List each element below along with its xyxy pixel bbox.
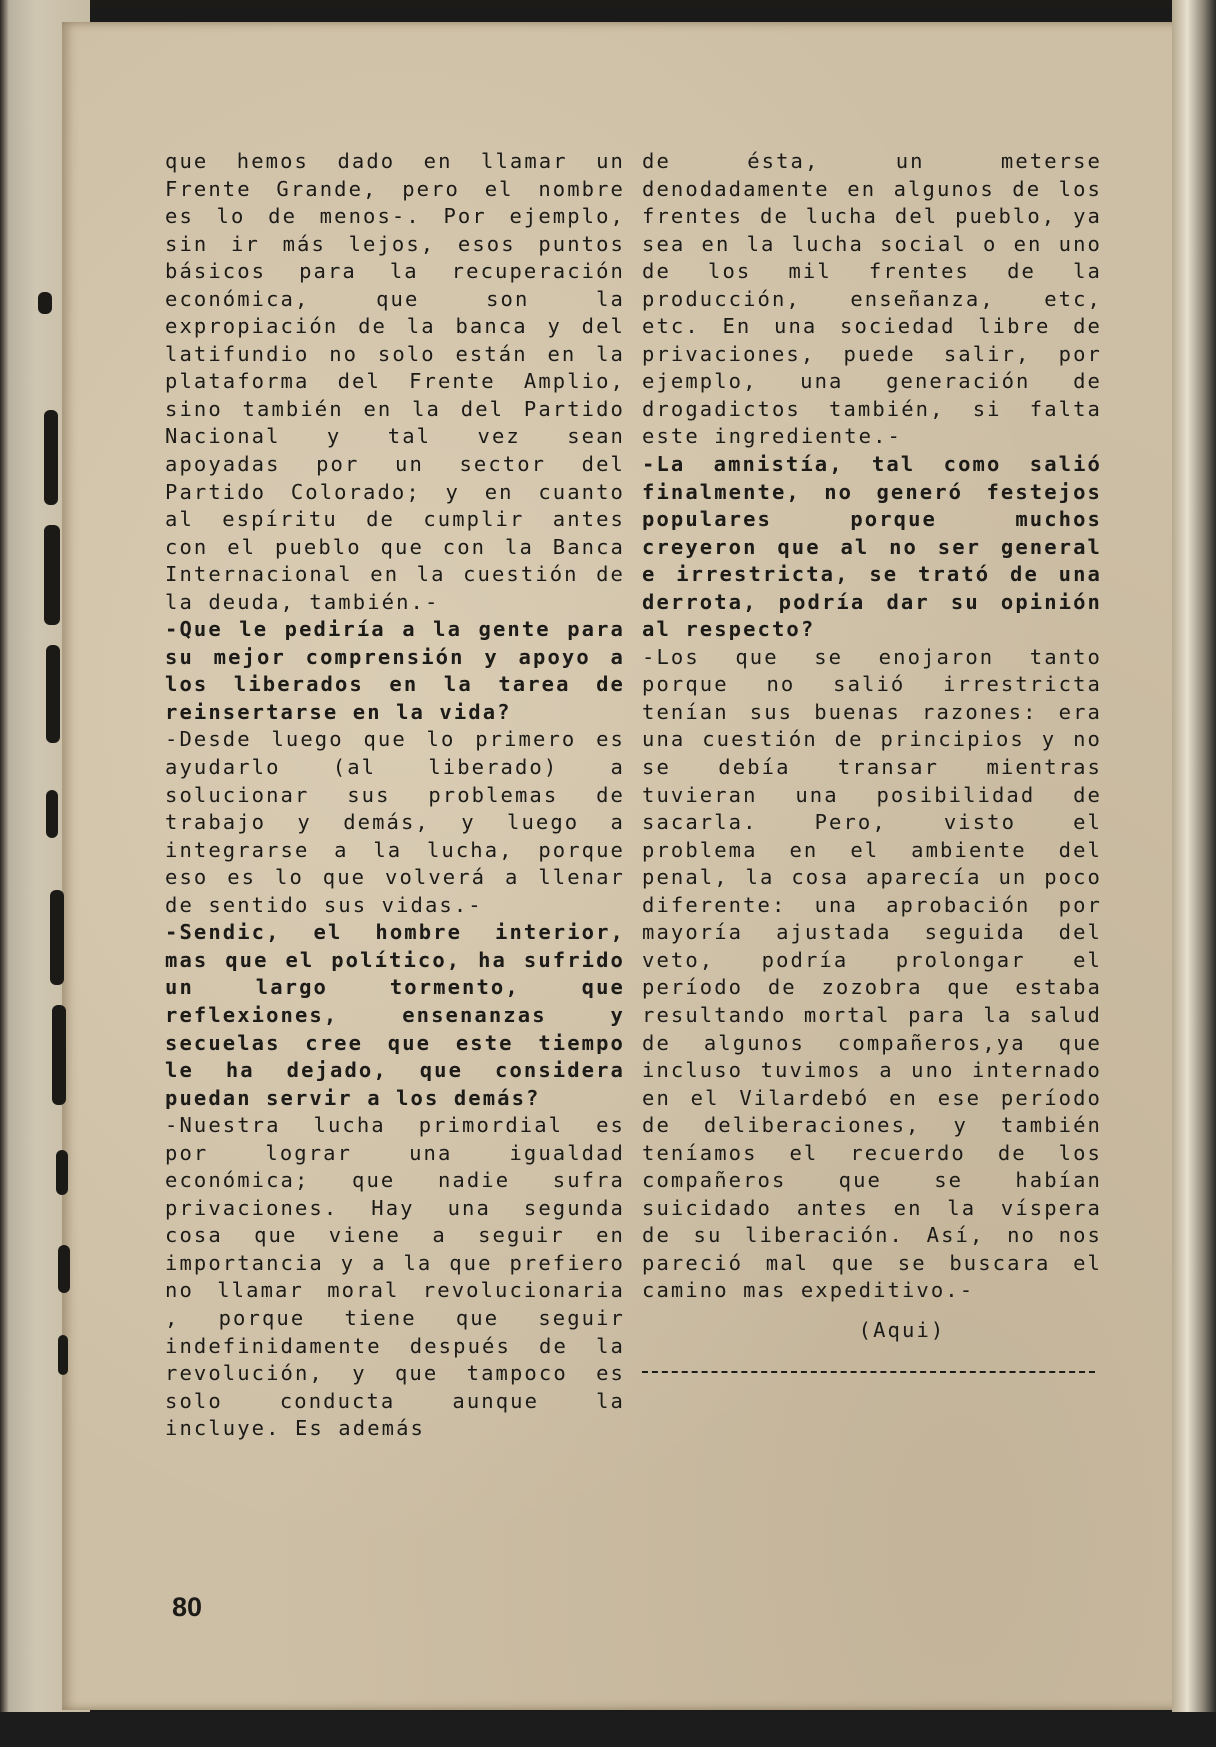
binding-mark bbox=[58, 1245, 70, 1293]
right-column bbox=[642, 148, 1102, 1375]
page-number: 80 bbox=[172, 1592, 203, 1622]
answer-paragraph: -Nuestra lucha primordial es por lograr una igualdad económica; que nadie sufra privaciones. Hay una segunda cosa que viene a seguir en importancia y a la que prefiero no llamar moral revolucionaria , porque tiene que seguir indefinidamente después de la revolución, y que tampoco es solo conducta aunque la incluye. Es además bbox=[165, 1113, 625, 1441]
scan-right-edge bbox=[1172, 0, 1216, 1747]
answer-paragraph: de ésta, un meterse denodadamente en algunos de los frentes de lucha del pueblo, ya sea en la lucha social o en uno de los mil frentes de la producción, enseñanza, etc, etc. En una sociedad libre de privaciones, puede salir, por ejemplo, una generación de drogadictos también, si falta este ingrediente.- bbox=[642, 149, 1102, 449]
left-column bbox=[165, 148, 625, 1443]
binding-mark bbox=[46, 645, 60, 743]
answer-paragraph: -Los que se enojaron tanto porque no salió irrestricta tenían sus buenas razones: era una cuestión de principios y no se debía transar mientras tuvieran una posibilidad de sacarla. Pero, visto el problema en el ambiente del penal, la cosa aparecía un poco diferente: una aprobación por mayoría ajustada seguida del veto, podría prolongar el período de zozobra que estaba resultando mortal para la salud de algunos compañeros,ya que incluso tuvimos a uno internado en el Vilardebó en ese período de deliberaciones, y también teníamos el recuerdo de los compañeros que se habían suicidado antes en la víspera de su liberación. Así, no nos pareció mal que se buscara el camino mas expeditivo.- bbox=[642, 644, 1102, 1303]
binding-mark bbox=[52, 1005, 66, 1105]
binding-mark bbox=[50, 890, 64, 985]
binding-mark bbox=[46, 790, 58, 838]
binding-mark bbox=[56, 1150, 68, 1195]
binding-mark bbox=[38, 292, 52, 314]
question-paragraph: -La amnistía, tal como salió finalmente, no generó festejos populares porque muchos creyeron que al no ser general e irrestricta, se trató de una derrota, podría dar su opinión al respecto? bbox=[642, 452, 1102, 642]
answer-paragraph: -Desde luego que lo primero es ayudarlo (al liberado) a solucionar sus problemas de trabajo y demás, y luego a integrarse a la lucha, porque eso es lo que volverá a llenar de sentido sus vidas.- bbox=[165, 727, 625, 917]
binding-mark bbox=[44, 525, 60, 625]
scan-top-border bbox=[0, 0, 1216, 8]
question-paragraph: -Que le pediría a la gente para su mejor comprensión y apoyo a los liberados en la tarea de reinsertarse en la vida? bbox=[165, 617, 625, 724]
closing-mark: (Aqui) bbox=[858, 1317, 946, 1342]
question-paragraph: -Sendic, el hombre interior, mas que el político, ha sufrido un largo tormento, que reflexiones, ensenanzas y secuelas cree que este tiempo le ha dejado, que considera puedan servir a los demás? bbox=[165, 920, 625, 1110]
scan-bottom-border bbox=[0, 1712, 1216, 1747]
binding-mark bbox=[58, 1335, 68, 1375]
dashed-rule bbox=[642, 1371, 1095, 1375]
answer-paragraph: que hemos dado en llamar un Frente Grande, pero el nombre es lo de menos-. Por ejemplo, sin ir más lejos, esos puntos básicos para la recuperación económica, que son la expropiación de la banca y del latifundio no solo están en la plataforma del Frente Amplio, sino también en la del Partido Nacional y tal vez sean apoyadas por un sector del Partido Colorado; y en cuanto al espíritu de cumplir antes con el pueblo que con la Banca Internacional en la cuestión de la deuda, también.- bbox=[165, 149, 625, 614]
binding-mark bbox=[44, 410, 58, 505]
